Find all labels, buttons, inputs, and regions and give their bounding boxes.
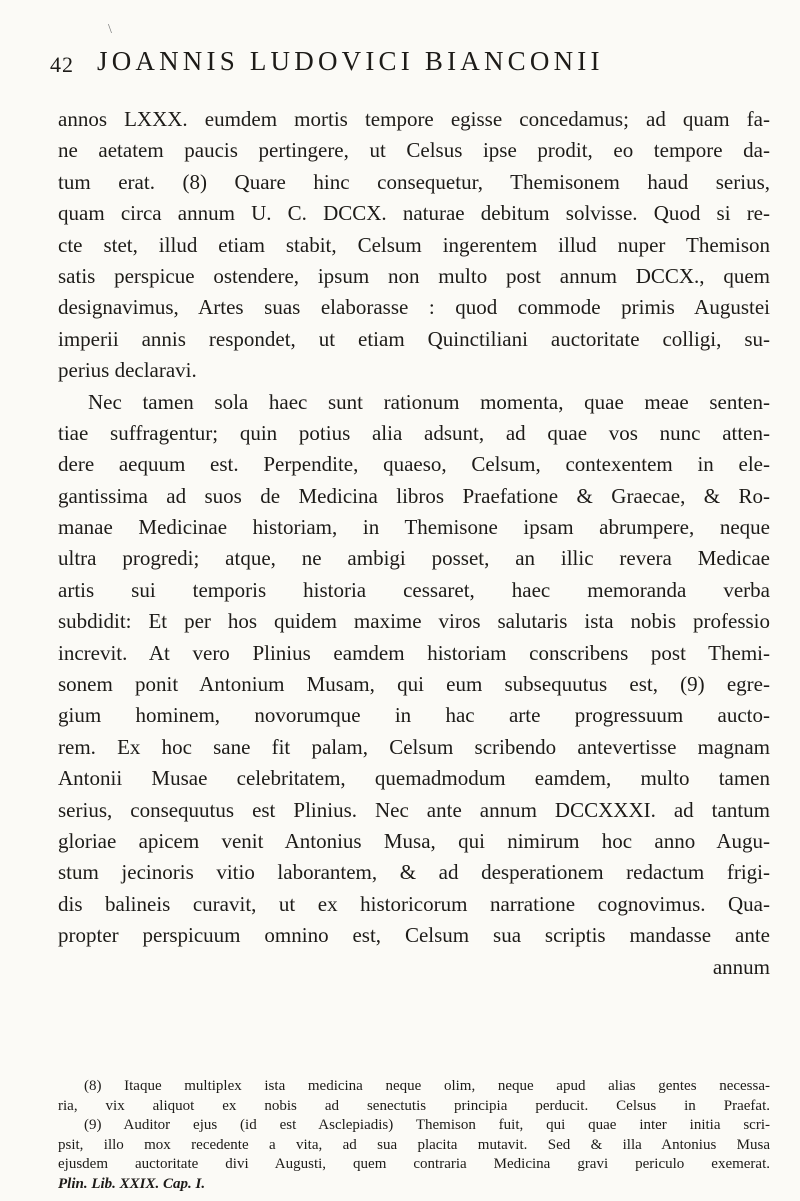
page-number: 42 (50, 52, 74, 77)
text-line: dere aequum est. Perpendite, quaeso, Celsum, contexentem in ele- (58, 452, 770, 477)
running-head: JOANNIS LUDOVICI BIANCONII (97, 46, 604, 76)
footnote-citation: Plin. Lib. XXIX. Cap. I. (58, 1175, 206, 1192)
text-line: stum jecinoris vitio laborantem, & ad desperationem redactum frigi- (58, 860, 770, 885)
footnote-line: ejusdem auctoritate divi Augusti, quem contraria Medicina gravi periculo exemerat. (58, 1156, 770, 1172)
text-line: satis perspicue ostendere, ipsum non multo post annum DCCX., quem (58, 263, 770, 288)
text-line: tiae suffragentur; quin potius alia adsunt, ad quae vos nunc atten- (58, 420, 770, 445)
text-line: artis sui temporis historia cessaret, haec memoranda verba (58, 577, 770, 602)
page-header (50, 46, 770, 86)
body-text (58, 104, 770, 983)
text-line: propter perspicuum omnino est, Celsum sua scriptis mandasse ante (58, 923, 770, 948)
text-line: quam circa annum U. C. DCCX. naturae debitum solvisse. Quod si re- (58, 201, 770, 226)
text-line: serius, consequutus est Plinius. Nec ante annum DCCXXXI. ad tantum (58, 797, 770, 822)
footnote-line: (8) Itaque multiplex ista medicina neque olim, neque apud alias gentes necessa- (84, 1078, 770, 1094)
text-line: imperii annis respondet, ut etiam Quinctiliani auctoritate colligi, su- (58, 326, 770, 351)
catchword: annum (712, 954, 770, 979)
text-line: subdidit: Et per hos quidem maxime viros salutaris ista nobis professio (58, 609, 770, 634)
footnotes (58, 1077, 770, 1194)
text-line: cte stet, illud etiam stabit, Celsum ingerentem illud nuper Themison (58, 232, 770, 257)
footnote-line: (9) Auditor ejus (id est Asclepiadis) Themison fuit, qui quae inter initia scri- (84, 1117, 770, 1133)
text-line: manae Medicinae historiam, in Themisone ipsam abrumpere, neque (58, 515, 770, 540)
text-line: gantissima ad suos de Medicina libros Praefatione & Graecae, & Ro- (58, 483, 770, 508)
text-line: rem. Ex hoc sane fit palam, Celsum scribendo antevertisse magnam (58, 734, 770, 759)
text-line: ultra progredi; atque, ne ambigi posset, an illic revera Medicae (58, 546, 770, 571)
text-line: Antonii Musae celebritatem, quemadmodum eamdem, multo tamen (58, 766, 770, 791)
text-line: perius declaravi. (58, 358, 197, 383)
text-line: gloriae apicem venit Antonius Musa, qui nimirum hoc anno Augu- (58, 828, 770, 853)
footnote-line: psit, illo mox recedente a vita, ad sua placita mutavit. Sed & illa Antonius Musa (58, 1136, 770, 1153)
margin-mark: \ (108, 22, 112, 37)
text-line: gium hominem, novorumque in hac arte progressuum aucto- (58, 703, 770, 728)
text-line: tum erat. (8) Quare hinc consequetur, Themisonem haud serius, (58, 169, 770, 194)
text-line: increvit. At vero Plinius eamdem historiam conscribens post Themi- (58, 640, 770, 665)
text-line: dis balineis curavit, ut ex historicorum narratione cognovimus. Qua- (58, 891, 770, 916)
footnote-line: ria, vix aliquot ex nobis ad senectutis principia perducit. Celsus in Praefat. (58, 1097, 770, 1114)
text-line: ne aetatem paucis pertingere, ut Celsus ipse prodit, eo tempore da- (58, 138, 770, 163)
text-line: Nec tamen sola haec sunt rationum momenta, quae meae senten- (88, 389, 770, 414)
text-line: designavimus, Artes suas elaborasse : quod commode primis Augustei (58, 295, 770, 320)
text-line: sonem ponit Antonium Musam, qui eum subsequutus est, (9) egre- (58, 672, 770, 697)
text-line: annos LXXX. eumdem mortis tempore egisse concedamus; ad quam fa- (58, 107, 770, 131)
